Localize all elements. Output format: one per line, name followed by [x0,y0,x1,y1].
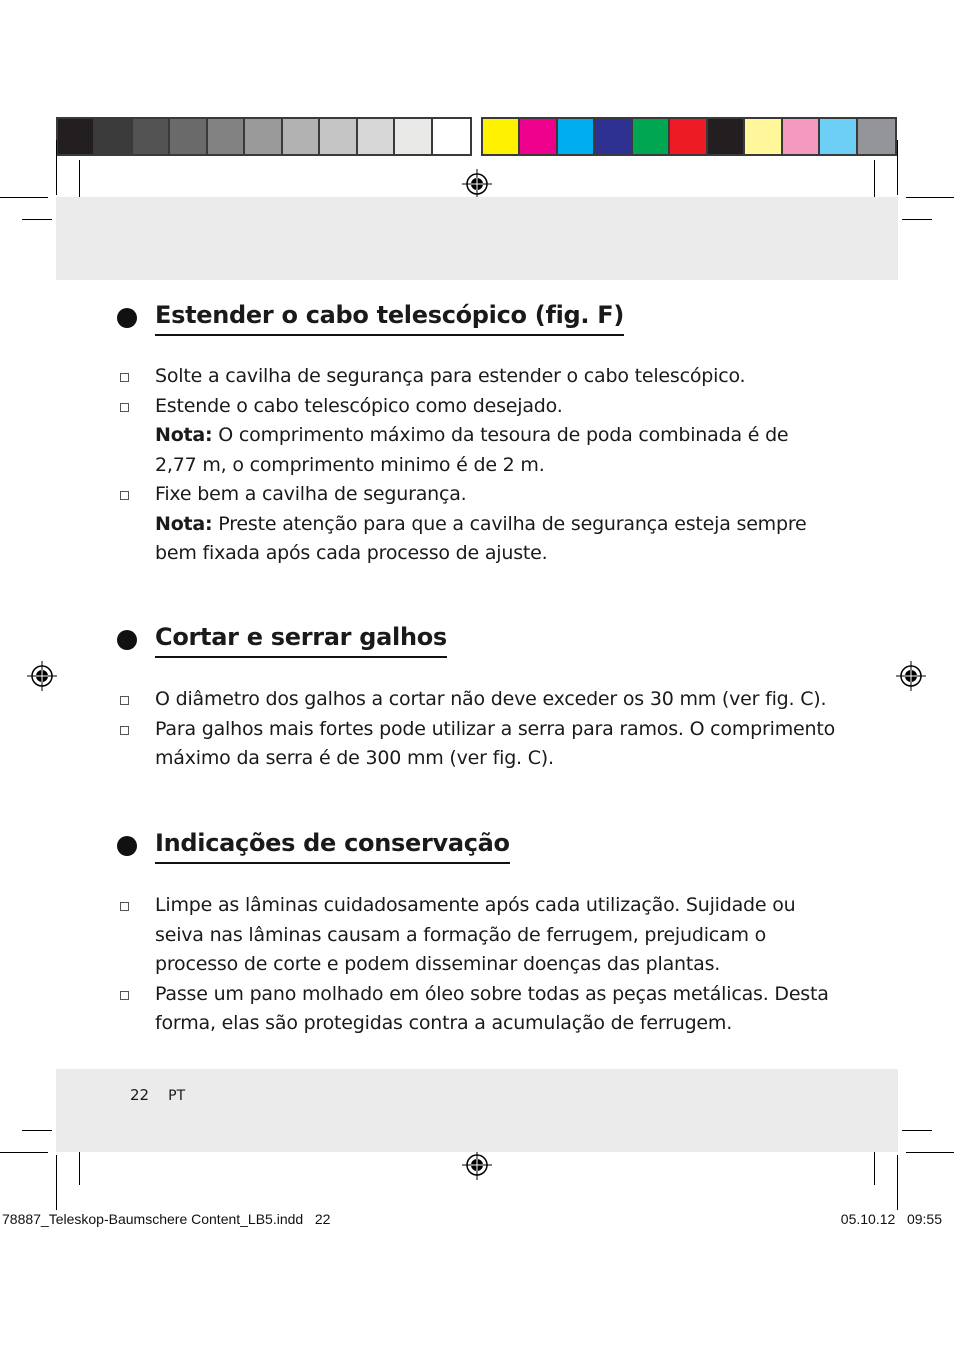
checkbox-bullet-icon [120,726,129,735]
item-text: Estende o cabo telescópico como desejado. [155,394,563,417]
crop-mark [0,1152,48,1153]
note-text: Preste atenção para que a cavilha de segurança esteja sempre bem fixada após cada processo de ajuste. [155,512,807,564]
section-list [115,685,835,774]
checkbox-bullet-icon [120,403,129,412]
color-swatch [95,119,132,154]
crop-mark [79,160,80,200]
list-item [115,891,835,980]
color-swatch [558,119,595,154]
item-text: Passe um pano molhado em óleo sobre todas as peças metálicas. Desta forma, elas são protegidas contra a acumulação de ferrugem. [155,982,829,1034]
color-swatch [745,119,782,154]
section-title: Cortar e serrar galhos [155,622,447,658]
item-text: Fixe bem a cavilha de segurança. [155,483,467,505]
section-list [115,891,835,1039]
crop-mark [22,219,52,220]
section-title: Indicações de conservação [155,828,510,864]
color-swatch [395,119,432,154]
crop-mark [22,1130,52,1131]
item-text: Solte a cavilha de segurança para estender o cabo telescópico. [155,365,746,387]
color-swatch [170,119,207,154]
item-text: Limpe as lâminas cuidadosamente após cada utilização. Sujidade ou seiva nas lâminas causam a formação de ferrugem, prejudicam o processo de corte e podem disseminar doenças das plantas. [155,894,796,975]
crop-mark [0,197,48,198]
color-swatch [670,119,707,154]
crop-mark [56,1155,57,1210]
crop-mark [906,1152,954,1153]
crop-mark [897,1155,898,1210]
item-text: Para galhos mais fortes pode utilizar a serra para ramos. O comprimento máximo da serra é de 300 mm (ver fig. C). [155,717,836,769]
item-text: O diâmetro dos galhos a cortar não deve exceder os 30 mm (ver fig. C). [155,688,827,710]
color-swatch [208,119,245,154]
list-item [115,392,835,481]
process-color-bar [481,117,897,156]
color-swatch [58,119,95,154]
page-number: 22 [130,1086,150,1104]
checkbox-bullet-icon [120,991,129,1000]
color-swatch [858,119,895,154]
registration-mark-icon [27,661,57,691]
footer-band [56,1069,898,1152]
crop-mark [902,1130,932,1131]
section-list [115,362,835,569]
crop-mark [906,197,954,198]
slug-file: 78887_Teleskop-Baumschere Content_LB5.indd 22 [2,1211,331,1227]
note-label: Nota: [155,424,213,446]
color-swatch [708,119,745,154]
list-item [115,980,835,1039]
crop-mark [874,160,875,200]
bullet-dot-icon [117,308,137,328]
section-title: Estender o cabo telescópico (fig. F) [155,300,624,336]
color-swatch [783,119,820,154]
language-code: PT [168,1088,186,1104]
checkbox-bullet-icon [120,902,129,911]
bullet-dot-icon [117,630,137,650]
registration-mark-icon [896,661,926,691]
list-item [115,362,835,392]
checkbox-bullet-icon [120,696,129,705]
bullet-dot-icon [117,836,137,856]
checkbox-bullet-icon [120,373,129,382]
color-swatch [483,119,520,154]
list-item [115,715,835,774]
grayscale-color-bar [56,117,472,156]
color-swatch [358,119,395,154]
checkbox-bullet-icon [120,491,129,500]
color-swatch [133,119,170,154]
color-swatch [595,119,632,154]
crop-mark [56,140,57,195]
color-swatch [520,119,557,154]
list-item [115,480,835,569]
color-swatch [633,119,670,154]
registration-mark-icon [462,1150,492,1180]
color-swatch [820,119,857,154]
note-label: Nota: [155,512,213,535]
crop-mark [897,140,898,195]
slug-date-time: 05.10.12 09:55 [840,1211,942,1227]
color-swatch [320,119,357,154]
header-band [56,197,898,280]
page-footer [130,1086,185,1104]
color-swatch [245,119,282,154]
registration-mark-icon [462,169,492,199]
list-item [115,685,835,715]
color-swatch [433,119,470,154]
color-swatch [283,119,320,154]
crop-mark [902,219,932,220]
note-text: O comprimento máximo da tesoura de poda combinada é de 2,77 m, o comprimento minimo é de 2 m. [155,424,789,476]
